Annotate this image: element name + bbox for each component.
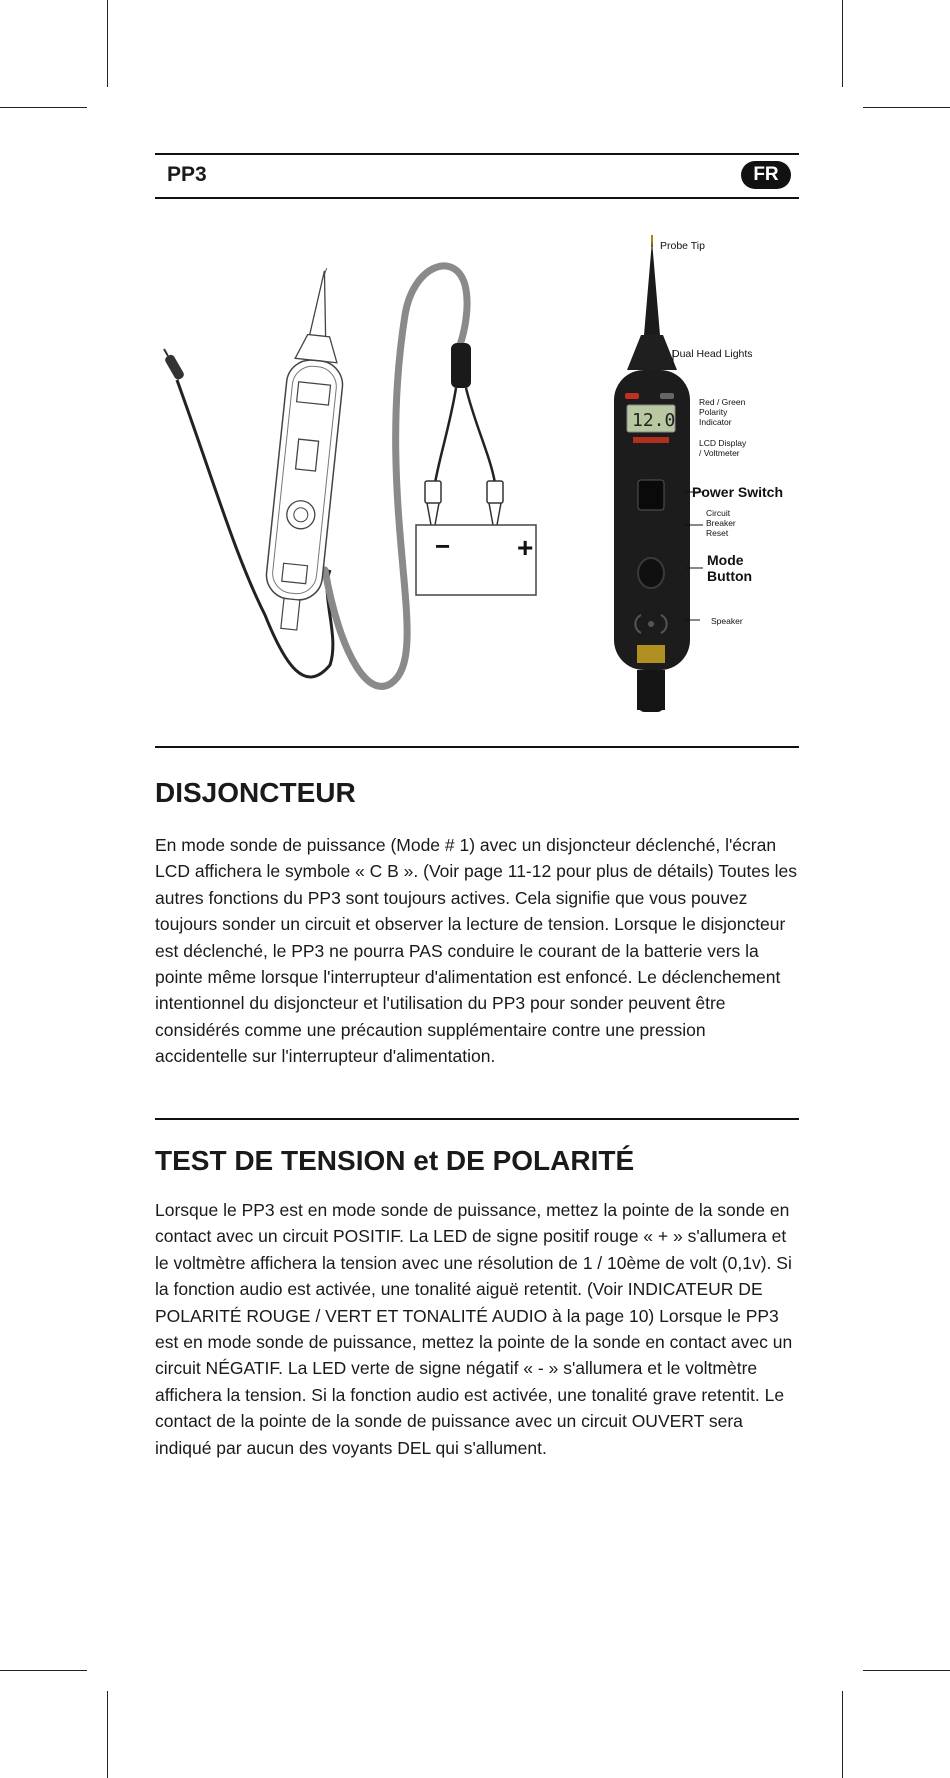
product-illustration [155, 225, 799, 730]
probe-tip-callout: Probe Tip [660, 240, 705, 252]
lcd-display-callout [699, 438, 746, 458]
ground-clip [160, 347, 186, 381]
polarity-indicator-line-1: Red / Green [699, 397, 746, 407]
crop-mark-top-left-vertical [107, 0, 108, 87]
pp3-device-photo [614, 235, 690, 712]
section-title-disjoncteur: DISJONCTEUR [155, 777, 356, 808]
mode-button-line-2: Button [707, 568, 753, 584]
circuit-breaker-line-1: Circuit [706, 508, 731, 518]
circuit-breaker-line-2: Breaker [706, 518, 736, 528]
battery-plus-sign: + [517, 532, 534, 563]
polarity-indicator-line-2: Polarity [699, 407, 728, 417]
crop-mark-bottom-right-vertical [842, 1691, 843, 1778]
section-title-test-tension: TEST DE TENSION et DE POLARITÉ [155, 1145, 635, 1176]
crop-mark-bottom-left-vertical [107, 1691, 108, 1778]
crop-mark-top-right-horizontal [863, 107, 950, 108]
polarity-indicator-line-3: Indicator [699, 417, 732, 427]
crop-mark-top-right-vertical [842, 0, 843, 87]
lcd-display-line-1: LCD Display [699, 438, 747, 448]
header-bottom-rule [155, 197, 799, 199]
section-rule-1 [155, 746, 799, 748]
positive-clamp [487, 481, 503, 525]
mode-button-line-1: Mode [707, 552, 744, 568]
header-top-rule [155, 153, 799, 155]
circuit-breaker-line-3: Reset [706, 528, 729, 538]
section-body-test-tension: Lorsque le PP3 est en mode sonde de puissance, mettez la pointe de la sonde en contact avec un circuit POSITIF. La LED de signe positif rouge « + » s'allumera et le voltmètre affichera la tension avec une résolution de 1 / 10ème de volt (0,1v). Si la fonction audio est activée, une tonalité aiguë retentit. (Voir INDICATEUR DE POLARITÉ ROUGE / VERT ET TONALITÉ AUDIO à la page 10) Lorsque le PP3 est en mode sonde de puissance, mettez la pointe de la sonde en contact avec un circuit NÉGATIF. La LED verte de signe négatif « - » s'allumera et le voltmètre affichera la tension. Si la fonction audio est activée, une tonalité grave retentit. Le contact de la pointe de la sonde de puissance avec un circuit OUVERT sera indiqué par aucun des voyants DEL qui s'allument. [155, 1200, 793, 1458]
section-body-disjoncteur: En mode sonde de puissance (Mode # 1) avec un disjoncteur déclenché, l'écran LCD affichera le symbole « C B ». (Voir page 11-12 pour plus de détails) Toutes les autres fonctions du PP3 sont toujours actives. Cela signifie que vous pouvez toujours sonder un circuit et observer la lecture de tension. Lorsque le disjoncteur est déclenché, le PP3 ne pourra PAS conduire le courant de la batterie vers la pointe même lorsque l'interrupteur d'alimentation est enfoncé. Le déclenchement intentionnel du disjoncteur et l'utilisation du PP3 pour sonder peuvent être considérés comme une précaution supplémentaire contre une pression accidentelle sur l'interrupteur d'alimentation. [155, 835, 798, 1067]
crop-mark-bottom-right-horizontal [863, 1670, 950, 1671]
speaker-callout: Speaker [711, 616, 743, 626]
pp3-diagram-svg [155, 225, 799, 730]
lcd-readout: 12.0 [632, 410, 676, 431]
battery-lead-positive [466, 388, 495, 483]
negative-clamp [425, 481, 441, 525]
circuit-breaker-reset-callout [706, 508, 736, 538]
crop-mark-top-left-horizontal [0, 107, 87, 108]
section-rule-2 [155, 1118, 799, 1120]
power-switch-callout: Power Switch [692, 484, 784, 500]
dual-head-lights-callout: Dual Head Lights [672, 348, 753, 360]
page-header-title: PP3 [167, 163, 207, 186]
language-badge: FR [741, 161, 791, 189]
battery-minus-sign: − [435, 531, 451, 561]
outline-tester [261, 265, 355, 632]
cable-junction [451, 343, 471, 388]
polarity-indicator-callout [699, 397, 745, 427]
mode-button-callout [707, 552, 752, 584]
battery-lead-negative [435, 388, 456, 483]
crop-mark-bottom-left-horizontal [0, 1670, 87, 1671]
lcd-display-line-2: / Voltmeter [699, 448, 740, 458]
gray-power-cable [325, 266, 467, 687]
